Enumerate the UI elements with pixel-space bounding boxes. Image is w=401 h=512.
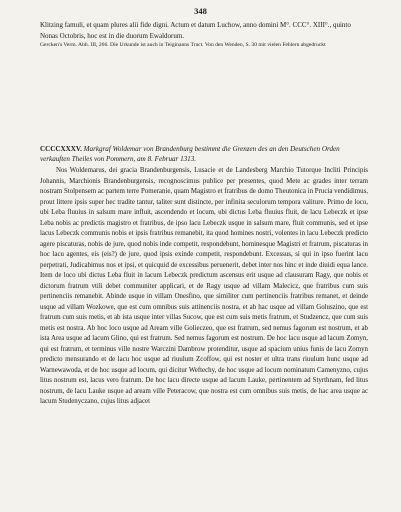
document-title: Markgraf Woldemar von Brandenburg bestimmt die Grenzen des an den Deutschen Orden verkauften Theiles von Pommern, am 8. Februar 1313. — [40, 145, 340, 163]
document-body: Nos Woldemarus, dei gracia Brandenburgensis, Lusacie et de Landesberg Marchio Tutorque Incliti Principis Johannis, Marchionis Brandenburgensis, recognoscimus publice per presentes, quod Mete ac grades inter terram nostram Stolpensem ac partem terre Pomeranie, quam Magistro et fratribus de domo Theutonica in Prucia vendidimus, prout littere ipsis super hec tradite tantur, taliter sunt distincte, per infinita seculorum tempora valiture. Primo de loco, ubi Leba fluuius in salsum mare influit, ascendendo et locum, ubi dictus Leba fluuius fluit, de lacu Lebeczk et ipse Leba nobis ac predictis magistro et fratribus, de ipso lacu Lebeczk usque in salsum mare, fluit communis, sed et ipse lacus Lebeczk communis nobis et ipsis fratribus remanebit, ita quod homines nostri, volentes in lacu Lebeczk predicto agere piscaturas, nobis de jure, quod nobis inde competit, respondebunt, hominesque Magistri et fratrum, piscaturas in hoc lacu agentes, eis (eis?) de jure, quod ipsis exinde competit, respondebunt. Excessus, si qui in ipso fuerint lacu perpetrati, Judicabimus nos et ipsi, et quicquid de excessibus peruenerit, debet inter nos hinc et inde diuidi equa lance. Item de loco ubi dictus Leba fluit in lacum Lebeczk predictum ascensus erit usque ad clausuram Ragy, que nobis et dictorum fratrum vtili debet communiter applicari, et de Ragy usque ad villam Malecicz, que fratribus cum suis pertinenciis remanebit. Abinde usque in villam Onesfino, que similiter cum pertinenciis fratribus remanet, et deinde usque ad villam Wozkowe, que est cum omnibus suis attinenciis nostra, et ab hac usque ad villam Goluszino, que est fratrum cum suis metis, et ab ista usque inter villas Sucow, que est cum suis metis fratrum, et Studzencz, que cum suis metis est nostra. Ab hoc loco usque ad Aream ville Golieczeo, que est fratrum, sed nemus fagorum est nostrum, et ab ista Area usque ad lacum Glino, qui est fratrum. Sed nemus fagorum est nostrum. De hoc lacu usque ad lacum Zomyn, qui est fratrum, et terminus ville nostre Warczini Dambrow protenditur, usque ad spacium unius funis de lacu Zomyn predicto mensurando et de lacu hoc usque ad riuulum Zcoffow, qui est noster et ultra trans riuulum hunc usque ad Warnewawoda, et de hoc usque ad locum, qui dicitur Weftechy, de hoc usque ad locum nominatum Camenyzno, cujus litus nostrum est, lacus vero fratrum. De hoc lacu directe usque ad lacum Lauke, pertinentem ad Styrthnam, fed litus nostrum, de lacu Lauke usque ad aream ville Peteracow, que nostra est cum omnibus suis metis, de hac area usque ac lacum Studenyczano, cujus litus adjacet — [40, 167, 368, 405]
previous-document-ending: Klitzing famuli, et quam plures alii fide digni. Actum et datum Luchow, anno domini M°. CCC°. XIII°., quinto Nonas Octobris, hoc est in die duorum Ewaldorum. — [40, 21, 351, 40]
page-number: 348 — [194, 6, 207, 16]
document-number: CCCCXXXV. — [40, 145, 82, 153]
document-heading — [40, 144, 368, 164]
source-note: Gercken's Verm. Abh. III, 266. Die Urkunde ist auch in Teiginanns Tract. Von den Wenden, S. 30 mit vielen Fehlern abgedruckt — [40, 42, 326, 48]
